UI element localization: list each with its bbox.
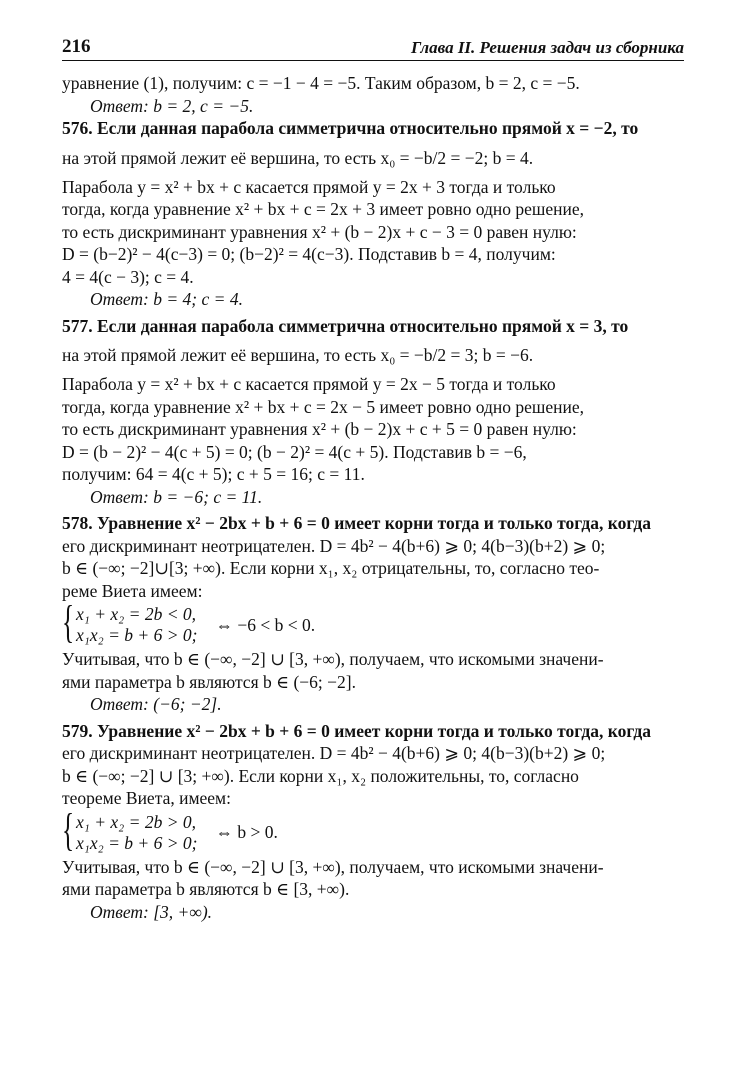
answer-line: Ответ: b = 4; c = 4. [90, 289, 243, 309]
problem-576-heading: 576. Если данная парабола симметрична относительно прямой x = −2, то [62, 118, 639, 138]
equation-system [62, 596, 686, 647]
equation-line: x₁x₂ = b + 6 > 0; [76, 832, 198, 853]
system-result: ⇔ −6 < b < 0. [215, 614, 316, 635]
answer-line: Ответ: (−6; −2]. [90, 694, 222, 714]
text-line: b ∈ (−∞; −2] ∪ [3; +∞). Если корни x₁, x₂ положительны, то, согласно [62, 765, 579, 786]
page-content [62, 72, 686, 923]
system-equations [76, 604, 197, 646]
text-line: D = (b−2)² − 4(c−3) = 0; (b−2)² = 4(c−3). Подставив b = 4, получим: [62, 244, 556, 264]
text-line: тогда, когда уравнение x² + bx + c = 2x − 5 имеет ровно одно решение, [62, 396, 585, 417]
problem-579-heading: 579. Уравнение x² − 2bx + b + 6 = 0 имеет корни тогда и только тогда, когда [62, 720, 651, 741]
text-line: тогда, когда уравнение x² + bx + c = 2x + 3 имеет ровно одно решение, [62, 199, 585, 219]
equation-line: x₁ + x₂ = 2b < 0, [76, 604, 197, 624]
text-line: ями параметра b являются b ∈ [3, +∞). [62, 879, 350, 899]
text-line: реме Виета имеем: [62, 580, 203, 601]
text-line: на этой прямой лежит её вершина, то есть x₀ = −b/2 = 3; b = −6. [62, 345, 534, 365]
text-line: то есть дискриминант уравнения x² + (b − 2)x + c + 5 = 0 равен нулю: [62, 419, 577, 439]
answer-line: Ответ: b = 2, c = −5. [90, 95, 254, 116]
page-number: 216 [62, 36, 91, 57]
equation-line: x₁x₂ = b + 6 > 0; [76, 625, 198, 645]
page-header [62, 36, 684, 61]
equation-line: x₁ + x₂ = 2b > 0, [76, 811, 197, 832]
answer-line: Ответ: b = −6; c = 11. [90, 486, 263, 507]
text-line: на этой прямой лежит её вершина, то есть x₀ = −b/2 = −2; b = 4. [62, 147, 534, 168]
text-line: Парабола y = x² + bx + c касается прямой y = 2x − 5 тогда и только [62, 374, 556, 394]
brace-symbol: { [62, 596, 75, 647]
text-line: теореме Виета, имеем: [62, 788, 231, 808]
equation-system [62, 803, 686, 855]
system-result: ⇔ b > 0. [215, 822, 278, 842]
text-line: его дискриминант неотрицателен. D = 4b² − 4(b+6) ⩾ 0; 4(b−3)(b+2) ⩾ 0; [62, 535, 606, 556]
brace-symbol: { [62, 803, 75, 855]
text-line: D = (b − 2)² − 4(c + 5) = 0; (b − 2)² = 4(c + 5). Подставив b = −6, [62, 441, 527, 462]
text-line: b ∈ (−∞; −2]∪[3; +∞). Если корни x₁, x₂ отрицательны, то, согласно тео- [62, 558, 600, 578]
text-line: Парабола y = x² + bx + c касается прямой y = 2x + 3 тогда и только [62, 176, 556, 197]
problem-577-heading: 577. Если данная парабола симметрична относительно прямой x = 3, то [62, 315, 629, 336]
text-line: Учитывая, что b ∈ (−∞, −2] ∪ [3, +∞), получаем, что искомыми значени- [62, 856, 604, 877]
text-line: то есть дискриминант уравнения x² + (b − 2)x + c − 3 = 0 равен нулю: [62, 221, 577, 242]
problem-578-heading: 578. Уравнение x² − 2bx + b + 6 = 0 имеет корни тогда и только тогда, когда [62, 513, 651, 533]
text-line: получим: 64 = 4(c + 5); c + 5 = 16; c = 11. [62, 464, 365, 484]
text-line: уравнение (1), получим: c = −1 − 4 = −5. Таким образом, b = 2, c = −5. [62, 73, 580, 93]
chapter-title: Глава II. Решения задач из сборника [411, 38, 684, 57]
text-line: Учитывая, что b ∈ (−∞, −2] ∪ [3, +∞), получаем, что искомыми значени- [62, 649, 604, 669]
text-line: ями параметра b являются b ∈ (−6; −2]. [62, 671, 356, 692]
text-line: его дискриминант неотрицателен. D = 4b² − 4(b+6) ⩾ 0; 4(b−3)(b+2) ⩾ 0; [62, 743, 606, 763]
answer-line: Ответ: [3, +∞). [90, 901, 213, 922]
system-equations [76, 812, 197, 854]
text-line: 4 = 4(c − 3); c = 4. [62, 266, 194, 287]
